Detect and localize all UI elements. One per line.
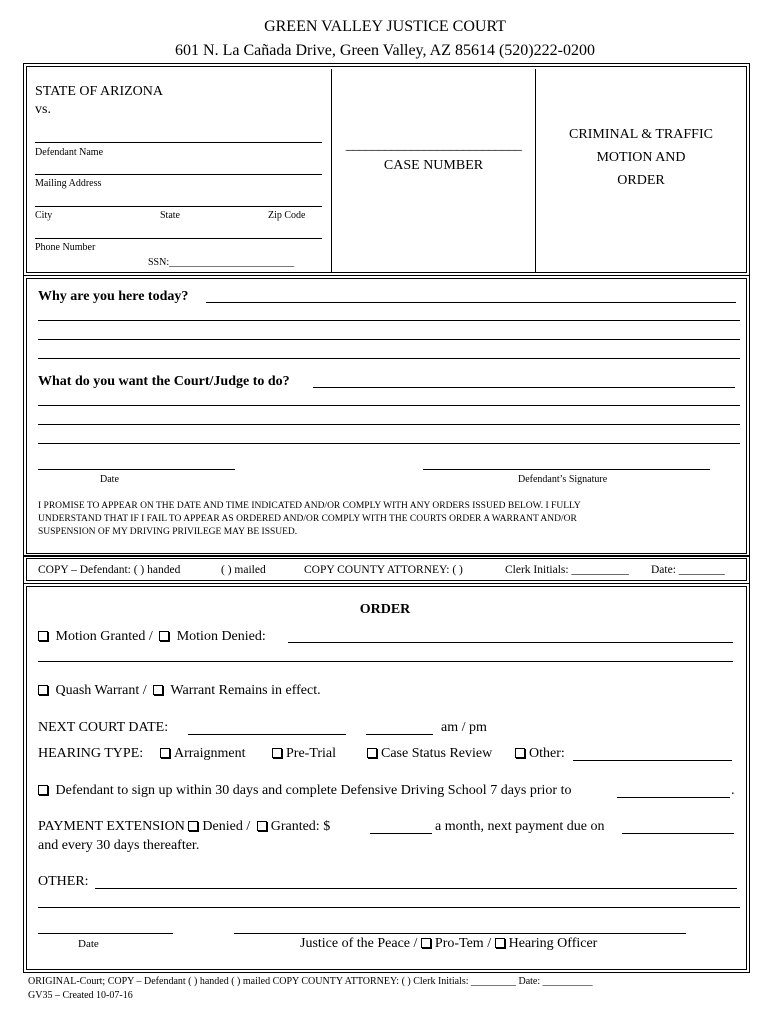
what-line-3[interactable]	[38, 424, 740, 425]
what-line-2[interactable]	[38, 405, 740, 406]
hearing-arraignment	[160, 746, 246, 762]
motion-decision-row	[38, 629, 266, 645]
hearing-type-label: HEARING TYPE:	[38, 746, 144, 761]
other-hearing-checkbox[interactable]	[515, 748, 525, 758]
defendant-name-label: Defendant Name	[35, 147, 104, 158]
motion-reason-line-2[interactable]	[38, 661, 733, 662]
copy-attorney: COPY COUNTY ATTORNEY: ( )	[304, 564, 463, 576]
form-title-line1: CRIMINAL & TRAFFIC	[569, 127, 713, 142]
defendant-signature-field[interactable]	[423, 469, 710, 470]
divider	[535, 69, 536, 273]
pro-tem-label: Pro-Tem /	[434, 936, 492, 951]
defensive-driving-checkbox[interactable]	[38, 785, 48, 795]
hearing-case-status	[367, 746, 492, 762]
pro-tem-checkbox[interactable]	[421, 938, 431, 948]
other-label: OTHER:	[38, 874, 89, 889]
what-line-4[interactable]	[38, 443, 740, 444]
arraignment-checkbox[interactable]	[160, 748, 170, 758]
order-date-label: Date	[78, 938, 99, 950]
copy-date: Date: ________	[651, 564, 725, 576]
form-id: GV35 – Created 10-07-16	[28, 990, 133, 1001]
payment-due-field[interactable]	[622, 833, 734, 834]
copy-mailed: ( ) mailed	[221, 564, 266, 576]
why-line-4[interactable]	[38, 358, 740, 359]
payment-denied-checkbox[interactable]	[188, 821, 198, 831]
other-hearing-field[interactable]	[573, 760, 732, 761]
vs-label: vs.	[35, 102, 51, 117]
hearing-officer-label: Hearing Officer	[508, 936, 598, 951]
payment-granted-label: Granted: $	[270, 819, 331, 834]
order-date-field[interactable]	[38, 933, 173, 934]
quash-warrant-label: Quash Warrant /	[55, 683, 147, 698]
phone-field[interactable]	[35, 238, 322, 239]
clerk-initials: Clerk Initials: __________	[505, 564, 629, 576]
mailing-address-field[interactable]	[35, 174, 322, 175]
divider	[331, 69, 332, 273]
every-30-days-label: and every 30 days thereafter.	[38, 838, 200, 853]
case-number-field[interactable]: ___________________________	[345, 138, 522, 153]
payment-month-label: a month, next payment due on	[435, 819, 605, 834]
court-address: 601 N. La Cañada Drive, Green Valley, AZ 85614 (520)222-0200	[175, 42, 595, 59]
case-status-label: Case Status Review	[381, 746, 493, 761]
arraignment-label: Arraignment	[174, 746, 246, 761]
motion-granted-checkbox[interactable]	[38, 631, 48, 641]
defendant-name-field[interactable]	[35, 142, 322, 143]
form-title-line3: ORDER	[617, 173, 665, 188]
payment-denied-label: Denied /	[202, 819, 251, 834]
why-label: Why are you here today?	[38, 289, 189, 304]
warrant-remains-checkbox[interactable]	[153, 685, 163, 695]
other-line-2[interactable]	[38, 907, 740, 908]
motion-date-label: Date	[100, 474, 119, 485]
motion-denied-reason-field[interactable]	[288, 642, 733, 643]
defendant-signature-label: Defendant’s Signature	[518, 474, 608, 485]
promise-text-2: UNDERSTAND THAT IF I FAIL TO APPEAR AS ORDERED AND/OR COMPLY WITH THE COURTS ORDER A WARRANT AND/OR	[38, 514, 577, 524]
other-hearing-label: Other:	[529, 746, 565, 761]
city-state-zip-field[interactable]	[35, 206, 322, 207]
am-pm-label: am / pm	[441, 720, 487, 735]
promise-text-1: I PROMISE TO APPEAR ON THE DATE AND TIME INDICATED AND/OR COMPLY WITH ANY ORDERS ISSUED BELOW. I FULLY	[38, 501, 581, 511]
what-input[interactable]	[313, 387, 735, 388]
next-court-date-label: NEXT COURT DATE:	[38, 720, 169, 735]
payment-granted-checkbox[interactable]	[257, 821, 267, 831]
mailing-address-label: Mailing Address	[35, 178, 102, 189]
motion-denied-label: Motion Denied:	[176, 629, 266, 644]
justice-label: Justice of the Peace /	[300, 936, 418, 951]
judge-role-row	[300, 936, 597, 952]
hearing-pretrial	[272, 746, 336, 762]
copy-defendant: COPY – Defendant: ( ) handed	[38, 564, 181, 576]
why-line-3[interactable]	[38, 339, 740, 340]
warrant-row	[38, 683, 321, 699]
payment-amount-field[interactable]	[370, 833, 432, 834]
state-label: STATE OF ARIZONA	[35, 84, 163, 99]
defensive-driving-row	[38, 783, 571, 799]
motion-date-field[interactable]	[38, 469, 235, 470]
payment-extension-label: PAYMENT EXTENSION	[38, 819, 185, 834]
next-court-time-field[interactable]	[366, 734, 433, 735]
order-title: ORDER	[359, 602, 411, 617]
pretrial-label: Pre-Trial	[286, 746, 337, 761]
next-court-date-field[interactable]	[188, 734, 346, 735]
warrant-remains-label: Warrant Remains in effect.	[170, 683, 321, 698]
case-number-label: CASE NUMBER	[383, 158, 484, 173]
why-line-2[interactable]	[38, 320, 740, 321]
why-input[interactable]	[206, 302, 736, 303]
judge-signature-field[interactable]	[234, 933, 686, 934]
ssn-field[interactable]: SSN:_________________________	[148, 257, 295, 268]
motion-denied-checkbox[interactable]	[159, 631, 169, 641]
defensive-period: .	[731, 783, 735, 798]
zip-label: Zip Code	[268, 210, 306, 221]
quash-warrant-checkbox[interactable]	[38, 685, 48, 695]
state-field-label: State	[160, 210, 180, 221]
hearing-other	[515, 746, 565, 762]
footer-copy-line: ORIGINAL-Court; COPY – Defendant ( ) handed ( ) mailed COPY COUNTY ATTORNEY: ( ) Clerk Initials: _________ Date: __________	[28, 976, 593, 987]
payment-extension-row	[38, 819, 330, 835]
promise-text-3: SUSPENSION OF MY DRIVING PRIVILEGE MAY BE ISSUED.	[38, 527, 298, 537]
case-status-checkbox[interactable]	[367, 748, 377, 758]
pretrial-checkbox[interactable]	[272, 748, 282, 758]
defensive-driving-label: Defendant to sign up within 30 days and complete Defensive Driving School 7 days prior to	[55, 783, 572, 798]
defensive-driving-date-field[interactable]	[617, 797, 730, 798]
motion-granted-label: Motion Granted /	[55, 629, 153, 644]
phone-label: Phone Number	[35, 242, 96, 253]
hearing-officer-checkbox[interactable]	[495, 938, 505, 948]
city-label: City	[35, 210, 53, 221]
court-name: GREEN VALLEY JUSTICE COURT	[264, 18, 506, 35]
other-field[interactable]	[95, 888, 737, 889]
form-title-line2: MOTION AND	[596, 150, 686, 165]
what-label: What do you want the Court/Judge to do?	[38, 374, 290, 389]
